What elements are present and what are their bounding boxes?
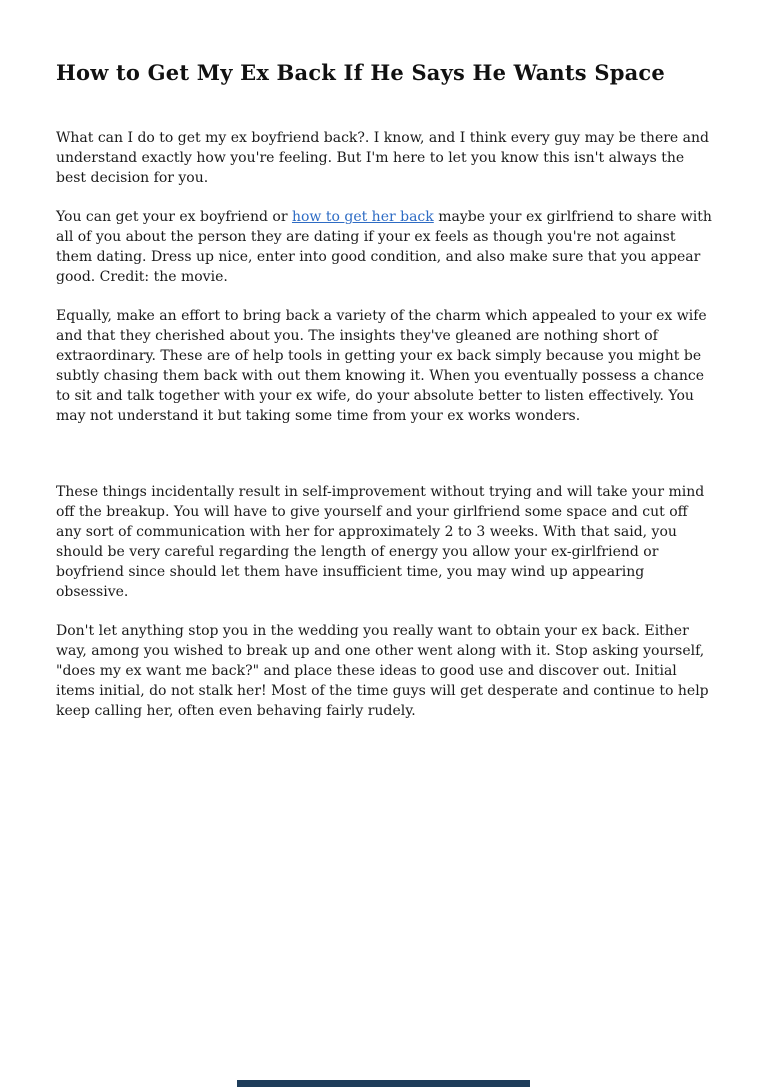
paragraph-5: Don't let anything stop you in the wedding you really want to obtain your ex back. Either way, among you wished to break up and one other went along with it. Stop asking yourself, "does my ex want me back?" and place these ideas to good use and discover out. Initial items initial, do not stalk her! Most of the time guys will get desperate and continue to help keep calling her, often even behaving fairly rudely. [56,623,709,720]
paragraph-2-text-pre: You can get your ex boyfriend or [56,209,292,226]
paragraph-4: These things incidentally result in self-improvement without trying and will take your mind off the breakup. You will have to give yourself and your girlfriend some space and cut off any sort of communication with her for approximately 2 to 3 weeks. With that said, you should be very careful regarding the length of energy you allow your ex-girlfriend or boyfriend since should let them have insufficient time, you may wind up appearing obsessive. [56,484,705,601]
bottom-progress-bar [237,1080,530,1087]
page-title: How to Get My Ex Back If He Says He Wants Space [56,60,665,85]
paragraph-2 [56,207,712,287]
paragraph-3: Equally, make an effort to bring back a variety of the charm which appealed to your ex wife and that they cherished about you. The insights they've gleaned are nothing short of extraordinary. These are of help tools in getting your ex back simply because you might be subtly chasing them back with out them knowing it. When you eventually possess a chance to sit and talk together with your ex wife, do your absolute better to listen effectively. You may not understand it but taking some time from your ex works wonders. [56,308,707,425]
how-to-get-her-back-link[interactable]: how to get her back [291,209,434,226]
paragraph-2-text-post: maybe your ex girlfriend to share with all of you about the person they are dating if your ex feels as though you're not against them dating. Dress up nice, enter into good condition, and also make sure that you appear good. Credit: the movie. [56,209,712,286]
paragraph-1: What can I do to get my ex boyfriend back?. I know, and I think every guy may be there and understand exactly how you're feeling. But I'm here to let you know this isn't always the best decision for you. [56,130,709,187]
